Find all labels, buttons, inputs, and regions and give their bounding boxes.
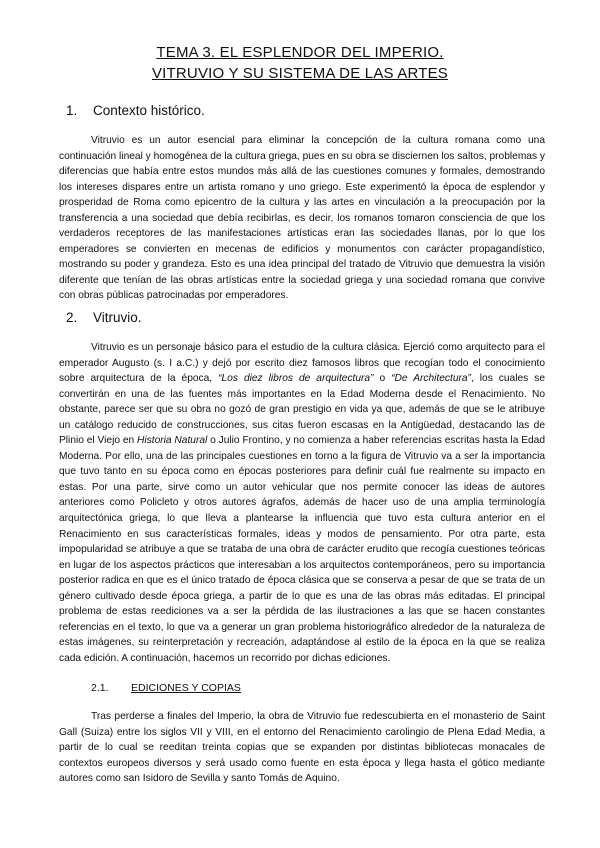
section-2-number: 2. (66, 310, 78, 325)
book-title-italic: “Los diez libros de arquitectura” (218, 373, 374, 385)
section-1-number: 1. (66, 103, 78, 118)
subsection-paragraph: Tras perderse a finales del Imperio, la obra de Vitruvio fue redescubierta en el monasterio de Saint Gall (Suiza) entre los siglos VII y VIII, en el entorno del Renacimiento carolingio de Plena Edad Media, a partir de lo cual se reeditan treinta copias que se expanden por distintas bibliotecas monacales de contextos europeos diversos y será usado como fuente en esta época y llega hasta el gótico mediante autores como san Isidoro de Sevilla y santo Tomás de Aquino. (59, 711, 545, 785)
section-1-heading (0, 103, 600, 121)
subsection-heading (0, 682, 600, 698)
document-title-line-1: TEMA 3. EL ESPLENDOR DEL IMPERIO. (156, 44, 444, 61)
section-1-title: Contexto histórico. (93, 103, 205, 118)
subsection-number: 2.1. (91, 682, 109, 694)
section-1-paragraph: Vitruvio es un autor esencial para eliminar la concepción de la cultura romana como una continuación lineal y homogénea de la cultura griega, pues en su obra se disciernen los saltos, problemas y diferencias que había entre estos mundos más allá de las cuestiones comunes y formales, demostrando los intereses dispares entre un artista romano y uno griego. Este experimentó la época de esplendor y prosperidad de Roma como epicentro de la cultura y las artes en vinculación a la preocupación por la transferencia a una sociedad que debía recibirlas, es decir, los romanos tomaron consciencia de que los verdaderos receptores de las manifestaciones artísticas eran las sociedades llanas, por lo que los emperadores se convierten en mecenas de edificios y monumentos con carácter propagandístico, mostrando su poder y grandeza. Esto es una idea principal del tratado de Vitruvio que demuestra la visión diferente que tenían de las obras artísticas entre la sociedad griega y una sociedad romana que convive con obras públicas patrocinadas por emperadores. (59, 135, 545, 302)
book-title-italic: Historia Natural (137, 435, 208, 447)
paragraph-text: Vitruvio es un personaje básico para el estudio de la cultura clásica. Ejerció como arquitecto para el emperador Augusto (s. I a.C.) y dejó por escrito diez famosos libros que recogían todo el conocimiento sobre arquitectura de la época, (59, 342, 545, 385)
book-title-italic: “De Architectura” (391, 373, 471, 385)
subsection-title: EDICIONES Y COPIAS (131, 682, 241, 694)
paragraph-text: o (373, 373, 392, 385)
document-title-line-2: VITRUVIO Y SU SISTEMA DE LAS ARTES (151, 65, 449, 82)
section-2-title: Vitruvio. (93, 310, 142, 325)
paragraph-text: , los cuales se convertirán en una de las fuentes más importantes en la Edad Moderna desde el Renacimiento. No obstante, parece ser que su obra no gozó de gran prestigio en vida ya que, además de que se le atribuye un catálogo reducido de construcciones, sus citas fueron escasas en la Antigüedad, destacando las de Plinio el Viejo en (59, 373, 545, 447)
section-2-heading (0, 310, 600, 328)
paragraph-text: o Julio Frontino, y no comienza a haber referencias escritas hasta la Edad Moderna. Por ello, una de las principales cuestiones en torno a la figura de Vitruvio va a ser la importancia que tuvo tanto en su época como en épocas posteriores para definir cuál fue realmente su impacto en estas. Por una parte, sirve como un autor vehicular que nos permite conocer las ideas de autores anteriores como Policleto y otros autores ágrafos, además de hacer uso de una amplia terminología arquitectónica griega, lo que lleva a plantearse la influencia que tuvo esta cultura anterior en el Renacimiento en sus características formales, ideas y modos de pensamiento. Por otra parte, esta impopularidad se atribuye a que se trataba de una obra de carácter erudito que recogía cuestiones teóricas en lugar de los aspectos prácticos que interesaban a los arquitectos contemporáneos, pero su importancia posterior radica en que es el único tratado de época clásica que se conserva a pesar de que se trata de un género cultivado desde época griega, a partir de lo que es una de las obras más editadas. El principal problema de estas reediciones va a ser la pérdida de las ilustraciones a las que se hacen constantes referencias en el texto, lo que va a generar un gran problema historiográfico alrededor de la naturaleza de estas imágenes, su reinterpretación y recreación, adaptándose al estilo de la época en la que se realiza cada edición. A continuación, hacemos un recorrido por dichas ediciones. (59, 435, 545, 664)
section-2-paragraph (59, 340, 545, 666)
